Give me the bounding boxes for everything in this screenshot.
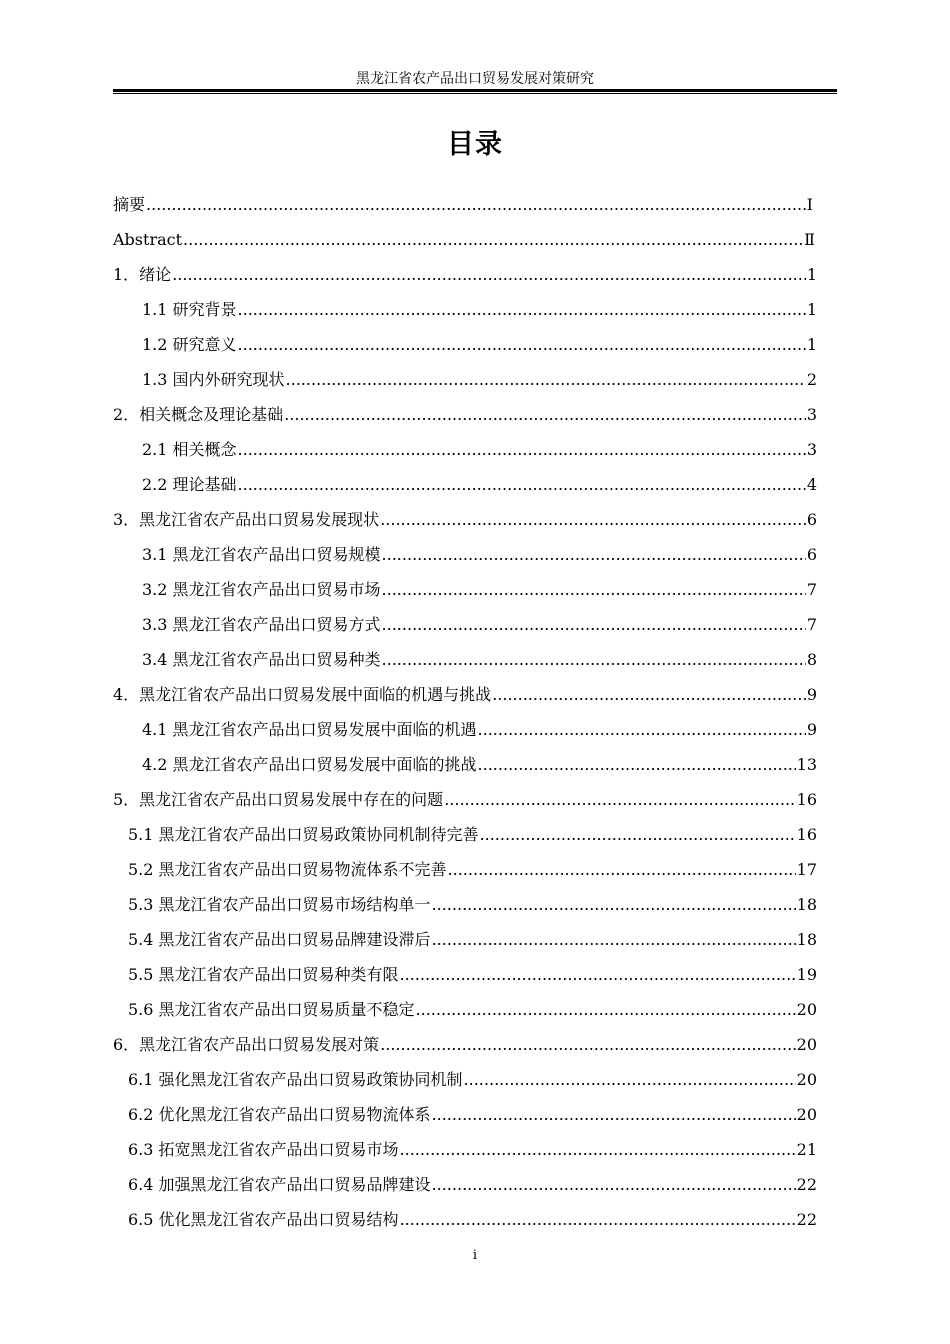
- toc-entry-page: 22: [796, 1175, 817, 1194]
- toc-entry-label: 3.3 黑龙江省农产品出口贸易方式: [142, 610, 381, 640]
- toc-leader-dots: [480, 820, 796, 850]
- header-rule: [113, 89, 837, 94]
- toc-entry-page: 7: [806, 615, 817, 634]
- toc-leader-dots: [478, 715, 806, 745]
- toc-entry-section-2-1[interactable]: [142, 435, 817, 465]
- toc-leader-dots: [432, 925, 796, 955]
- toc-entry-section-3-3[interactable]: [142, 610, 817, 640]
- toc-entry-chapter-4[interactable]: [113, 680, 817, 710]
- toc-entry-section-5-6[interactable]: [128, 995, 817, 1025]
- toc-entry-section-5-3[interactable]: [128, 890, 817, 920]
- toc-entry-page: 1: [806, 335, 817, 354]
- toc-leader-dots: [183, 225, 803, 255]
- toc-entry-page: 18: [796, 930, 817, 949]
- toc-entry-label: 6.2 优化黑龙江省农产品出口贸易物流体系: [128, 1100, 431, 1130]
- toc-entry-section-3-4[interactable]: [142, 645, 817, 675]
- toc-entry-section-1-3[interactable]: [142, 365, 817, 395]
- toc-leader-dots: [380, 1030, 795, 1060]
- toc-entry-abstract-en[interactable]: [113, 225, 815, 255]
- toc-leader-dots: [492, 680, 806, 710]
- toc-leader-dots: [382, 575, 806, 605]
- toc-leader-dots: [238, 295, 806, 325]
- toc-leader-dots: [380, 505, 806, 535]
- toc-entry-section-3-1[interactable]: [142, 540, 817, 570]
- toc-entry-label: 6.3 拓宽黑龙江省农产品出口贸易市场: [128, 1135, 399, 1165]
- toc-leader-dots: [432, 1100, 796, 1130]
- toc-entry-page: 16: [796, 790, 817, 809]
- toc-entry-page: 20: [796, 1035, 817, 1054]
- toc-entry-page: 20: [796, 1000, 817, 1019]
- toc-entry-page: 17: [796, 860, 817, 879]
- toc-entry-page: 9: [806, 685, 817, 704]
- toc-entry-label: 3.2 黑龙江省农产品出口贸易市场: [142, 575, 381, 605]
- toc-entry-label: 2.2 理论基础: [142, 470, 237, 500]
- toc-entry-label: 4．黑龙江省农产品出口贸易发展中面临的机遇与挑战: [113, 680, 491, 710]
- toc-entry-section-4-1[interactable]: [142, 715, 817, 745]
- toc-leader-dots: [286, 365, 806, 395]
- toc-leader-dots: [444, 785, 795, 815]
- toc-entry-label: 1.1 研究背景: [142, 295, 237, 325]
- toc-leader-dots: [400, 960, 796, 990]
- toc-entry-page: 6: [806, 510, 817, 529]
- toc-leader-dots: [382, 645, 806, 675]
- toc-leader-dots: [464, 1065, 796, 1095]
- toc-entry-label: 1.3 国内外研究现状: [142, 365, 285, 395]
- toc-entry-page: 1: [806, 300, 817, 319]
- toc-leader-dots: [400, 1135, 796, 1165]
- toc-entry-section-5-5[interactable]: [128, 960, 817, 990]
- toc-entry-label: 3．黑龙江省农产品出口贸易发展现状: [113, 505, 379, 535]
- toc-entry-page: 19: [796, 965, 817, 984]
- toc-leader-dots: [400, 1205, 796, 1235]
- toc-entry-label: 2．相关概念及理论基础: [113, 400, 283, 430]
- toc-leader-dots: [432, 890, 796, 920]
- toc-entry-page: 4: [806, 475, 817, 494]
- toc-entry-page: 20: [796, 1070, 817, 1089]
- toc-entry-section-1-2[interactable]: [142, 330, 817, 360]
- toc-leader-dots: [284, 400, 806, 430]
- toc-entry-chapter-1[interactable]: [113, 260, 817, 290]
- toc-entry-section-6-5[interactable]: [128, 1205, 817, 1235]
- toc-entry-section-6-3[interactable]: [128, 1135, 817, 1165]
- toc-entry-page: Ⅰ: [806, 195, 813, 214]
- toc-entry-page: 13: [796, 755, 817, 774]
- toc-entry-page: 9: [806, 720, 817, 739]
- toc-leader-dots: [238, 435, 806, 465]
- toc-title: 目录: [447, 129, 503, 160]
- toc-entry-abstract-cn[interactable]: [113, 190, 813, 220]
- toc-entry-label: 6.5 优化黑龙江省农产品出口贸易结构: [128, 1205, 399, 1235]
- toc-entry-page: 1: [806, 265, 817, 284]
- toc-entry-section-4-2[interactable]: [142, 750, 817, 780]
- toc-entry-page: 7: [806, 580, 817, 599]
- toc-entry-label: 6.1 强化黑龙江省农产品出口贸易政策协同机制: [128, 1065, 463, 1095]
- toc-entry-label: 2.1 相关概念: [142, 435, 237, 465]
- toc-leader-dots: [432, 1170, 796, 1200]
- toc-entry-page: 2: [806, 370, 817, 389]
- toc-entry-page: 3: [806, 440, 817, 459]
- toc-leader-dots: [146, 190, 806, 220]
- toc-entry-page: 20: [796, 1105, 817, 1124]
- toc-entry-label: 5.4 黑龙江省农产品出口贸易品牌建设滞后: [128, 925, 431, 955]
- toc-entry-label: 6.4 加强黑龙江省农产品出口贸易品牌建设: [128, 1170, 431, 1200]
- toc-leader-dots: [448, 855, 796, 885]
- toc-entry-section-6-2[interactable]: [128, 1100, 817, 1130]
- toc-entry-label: 1．绪论: [113, 260, 171, 290]
- toc-entry-page: 18: [796, 895, 817, 914]
- toc-entry-label: Abstract: [113, 225, 182, 255]
- toc-entry-label: 5.6 黑龙江省农产品出口贸易质量不稳定: [128, 995, 415, 1025]
- toc-entry-label: 5.5 黑龙江省农产品出口贸易种类有限: [128, 960, 399, 990]
- toc-entry-section-6-1[interactable]: [128, 1065, 817, 1095]
- toc-entry-label: 4.1 黑龙江省农产品出口贸易发展中面临的机遇: [142, 715, 477, 745]
- toc-entry-page: 22: [796, 1210, 817, 1229]
- toc-entry-page: 3: [806, 405, 817, 424]
- toc-entry-page: 8: [806, 650, 817, 669]
- toc-entry-label: 5.2 黑龙江省农产品出口贸易物流体系不完善: [128, 855, 447, 885]
- toc-entry-section-1-1[interactable]: [142, 295, 817, 325]
- toc-entry-section-3-2[interactable]: [142, 575, 817, 605]
- toc-entry-page: 6: [806, 545, 817, 564]
- toc-entry-section-5-2[interactable]: [128, 855, 817, 885]
- toc-entry-chapter-2[interactable]: [113, 400, 817, 430]
- toc-entry-label: 5.3 黑龙江省农产品出口贸易市场结构单一: [128, 890, 431, 920]
- toc-entry-page: 16: [796, 825, 817, 844]
- toc-entry-label: 4.2 黑龙江省农产品出口贸易发展中面临的挑战: [142, 750, 477, 780]
- toc-entry-label: 6．黑龙江省农产品出口贸易发展对策: [113, 1030, 379, 1060]
- toc-leader-dots: [238, 470, 806, 500]
- toc-entry-label: 5．黑龙江省农产品出口贸易发展中存在的问题: [113, 785, 443, 815]
- toc-entry-section-5-4[interactable]: [128, 925, 817, 955]
- toc-leader-dots: [382, 610, 806, 640]
- toc-entry-label: 1.2 研究意义: [142, 330, 237, 360]
- toc-entry-page: 21: [796, 1140, 817, 1159]
- toc-leader-dots: [478, 750, 796, 780]
- toc-entry-section-6-4[interactable]: [128, 1170, 817, 1200]
- toc-leader-dots: [172, 260, 806, 290]
- toc-entry-label: 3.4 黑龙江省农产品出口贸易种类: [142, 645, 381, 675]
- toc-leader-dots: [416, 995, 796, 1025]
- toc-entry-label: 摘要: [113, 190, 145, 220]
- toc-leader-dots: [382, 540, 806, 570]
- toc-entry-section-2-2[interactable]: [142, 470, 817, 500]
- toc-entry-chapter-5[interactable]: [113, 785, 817, 815]
- running-header: 黑龙江省农产品出口贸易发展对策研究: [356, 71, 594, 87]
- toc-entry-section-5-1[interactable]: [128, 820, 817, 850]
- toc-entry-page: Ⅱ: [804, 230, 815, 249]
- toc-entry-chapter-6[interactable]: [113, 1030, 817, 1060]
- toc-entry-label: 5.1 黑龙江省农产品出口贸易政策协同机制待完善: [128, 820, 479, 850]
- page-number: i: [472, 1248, 478, 1263]
- toc-leader-dots: [238, 330, 806, 360]
- toc-entry-label: 3.1 黑龙江省农产品出口贸易规模: [142, 540, 381, 570]
- toc-entry-chapter-3[interactable]: [113, 505, 817, 535]
